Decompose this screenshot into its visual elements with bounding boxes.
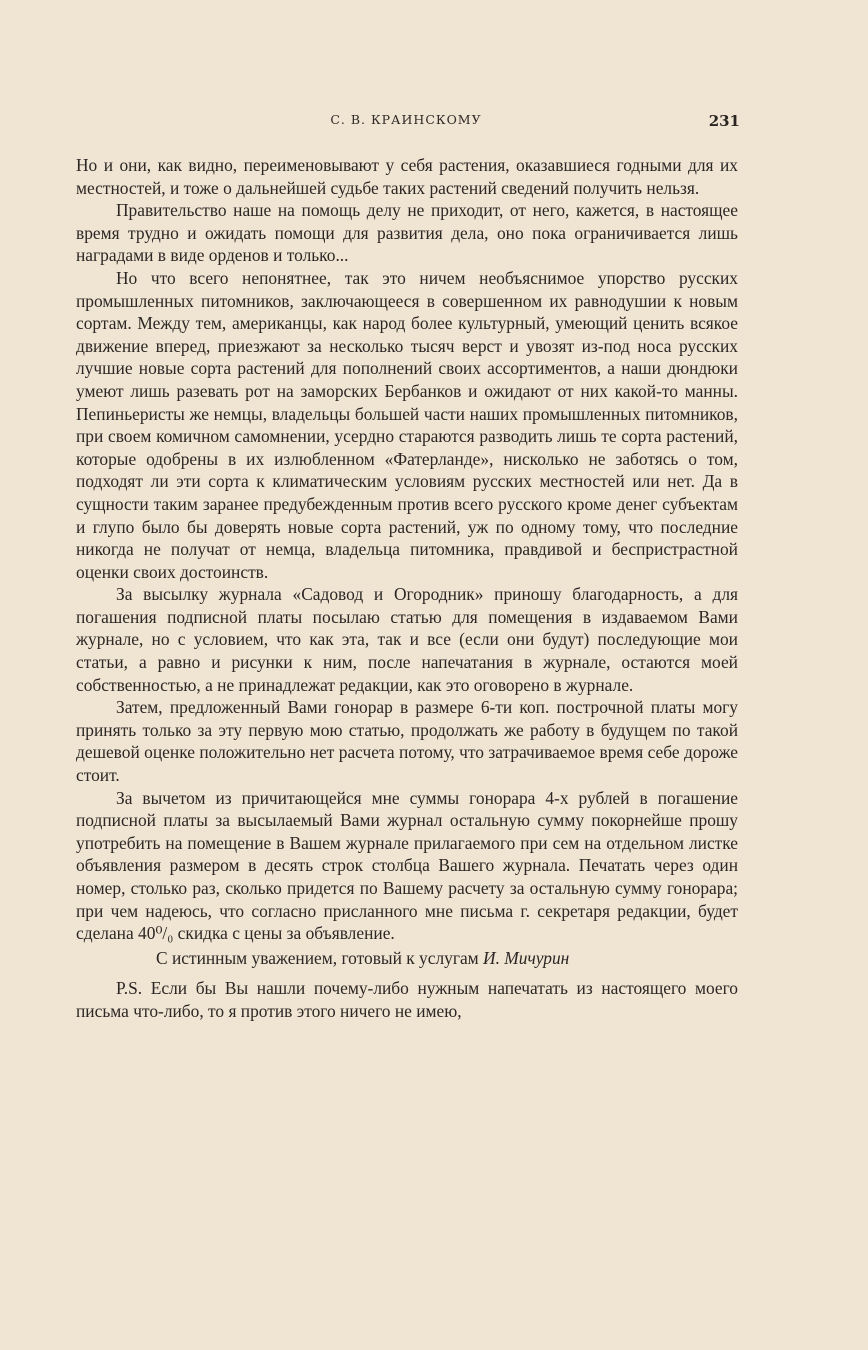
- signature-name: И. Мичурин: [483, 947, 570, 968]
- closing-text: С истинным уважением, готовый к услугам: [156, 947, 479, 968]
- page-header: [0, 112, 868, 136]
- paragraph: Затем, предложенный Вами гонорар в размере 6-ти коп. построчной платы могу принять только за эту первую мою статью, продолжать же работу в будущем по такой дешевой оценке положительно нет расчета потому, что затрачиваемое время себе дороже стоит.: [76, 697, 738, 786]
- paragraph: Правительство наше на помощь делу не приходит, от него, кажется, в настоящее время трудно и ожидать помощи для развития дела, оно пока ограничивается лишь наградами в виде орденов и только...: [76, 200, 738, 266]
- letter-body: [76, 154, 738, 1023]
- paragraph: Но что всего непонятнее, так это ничем необъяснимое упорство русских промышленных питомников, заключающееся в совершенном их равнодушии к новым сортам. Между тем, американцы, как народ более культурный, умеющий ценить всякое движение вперед, приезжают за несколько тысяч верст и увозят из-под носа русских лучшие новые сорта растений для пополнений своих ассортиментов, а наши дюндюки умеют лишь разевать рот на заморских Бербанков и ожидают от них какой-то манны. Пепиньеристы же немцы, владельцы большей части наших промышленных питомников, при своем комичном самомнении, усердно стараются разводить лишь те сорта растений, которые одобрены в их излюбленном «Фатерланде», нисколько не заботясь о том, подходят ли эти сорта к климатическим условиям русских местностей или нет. Да в сущности таким заранее предубежденным против всего русского кроме денег субъектам и глупо было бы доверять новые сорта растений, уж по одному тому, что последние никогда не получат от немца, владельца питомника, правдивой и беспристрастной оценки своих достоинств.: [76, 267, 738, 582]
- postscript: P.S. Если бы Вы нашли почему-либо нужным напечатать из настоящего моего письма что-либо, то я против этого ничего не имею,: [76, 978, 738, 1021]
- signature-line: [76, 947, 738, 970]
- paragraph: За вычетом из причитающейся мне суммы гонорара 4-х рублей в погашение подписной платы за высылаемый Вами журнал остальную сумму покорнейше прошу употребить на помещение в Вашем журнале прилагаемого при сем на отдельном листке объявления размером в десять строк столбца Вашего журнала. Печатать через один номер, столько раз, сколько придется по Вашему расчету за остальную сумму гонорара; при чем надеюсь, что согласно присланного мне письма г. секретаря редакции, будет сделана 40⁰/₀ скидка с цены за объявление.: [76, 787, 738, 944]
- paragraph: За высылку журнала «Садовод и Огородник» приношу благодарность, а для погашения подписной платы посылаю статью для помещения в издаваемом Вами журнале, но с условием, что как эта, так и все (если они будут) последующие мои статьи, а равно и рисунки к ним, после напечатания в журнале, остаются моей собственностью, а не принадлежат редакции, как это оговорено в журнале.: [76, 584, 738, 695]
- page-number: 231: [708, 112, 740, 130]
- paragraph: Но и они, как видно, переименовывают у себя растения, оказавшиеся годными для их местностей, и тоже о дальнейшей судьбе таких растений сведений получить нельзя.: [76, 155, 738, 198]
- running-title: С. В. КРАИНСКОМУ: [330, 112, 482, 127]
